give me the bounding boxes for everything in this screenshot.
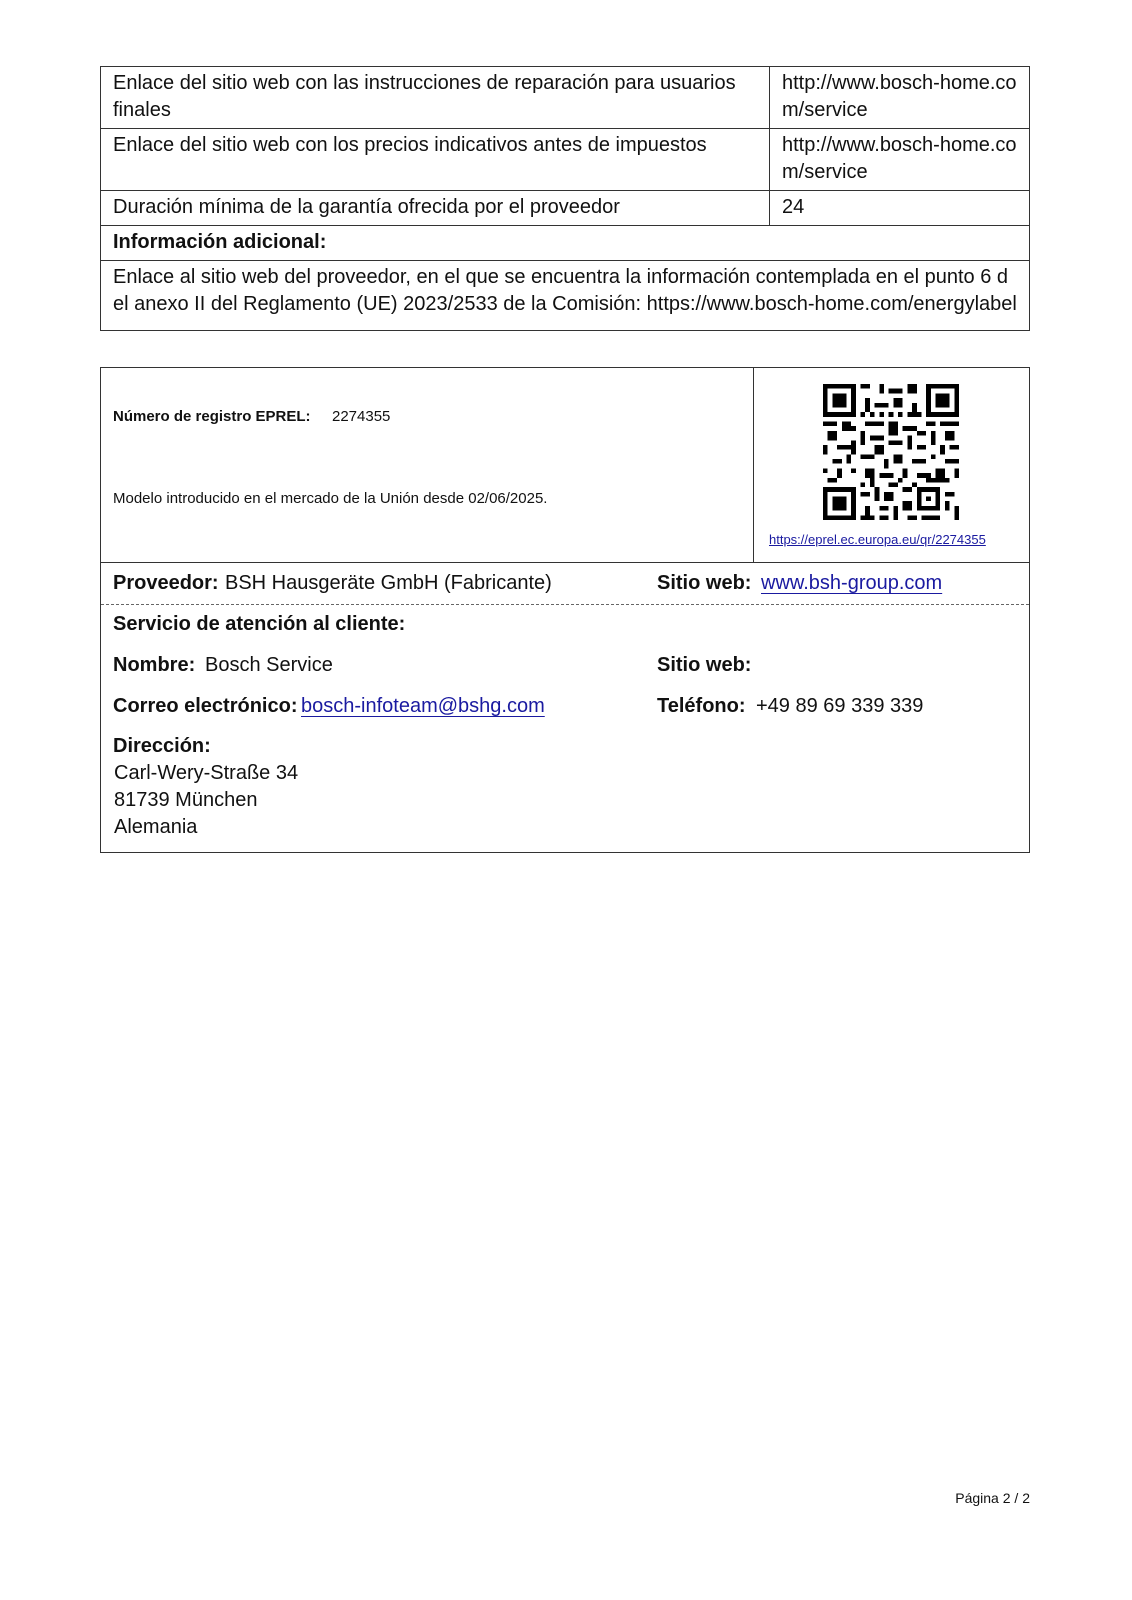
additional-text: Enlace al sitio web del proveedor, en el que se encuentra la información contemplada en el punto 6 del anexo II del Reglamento (UE) 2023/2533 de la Comisión: https://www.bosch-home.com/energylabel <box>113 266 1017 315</box>
qr-code-icon[interactable] <box>823 384 959 520</box>
cs-name-label: Nombre: <box>113 654 196 676</box>
eprel-reg-label: Número de registro EPREL: <box>113 408 311 425</box>
supplier-name: BSH Hausgeräte GmbH (Fabricante) <box>225 572 552 594</box>
cs-address-line2: 81739 München <box>114 789 258 811</box>
supplier-website-link[interactable]: www.bsh-group.com <box>761 572 943 594</box>
page-separator: / <box>1014 1490 1019 1506</box>
row-label: Duración mínima de la garantía ofrecida por el proveedor <box>101 191 770 225</box>
market-date-text: Modelo introducido en el mercado de la Unión desde 02/06/2025. <box>113 490 548 507</box>
supplier-label: Proveedor: <box>113 572 219 594</box>
cs-phone-label: Teléfono: <box>657 695 746 717</box>
page-number <box>955 1490 1030 1506</box>
additional-heading: Información adicional: <box>113 231 327 253</box>
cs-address-line3: Alemania <box>114 816 198 838</box>
cs-address-label: Dirección: <box>113 735 211 757</box>
row-value[interactable]: http://www.bosch-home.com/service <box>782 134 1017 183</box>
row-value: 24 <box>782 196 805 218</box>
eprel-reg-number: 2274355 <box>332 408 391 425</box>
page-current: 2 <box>1002 1490 1011 1506</box>
divider <box>101 562 1029 563</box>
cs-phone: +49 89 69 339 339 <box>756 695 924 717</box>
customer-service-heading: Servicio de atención al cliente: <box>113 613 406 635</box>
cs-address-line1: Carl-Wery-Straße 34 <box>114 762 299 784</box>
dashed-divider <box>101 604 1029 605</box>
product-info-table <box>100 66 1030 331</box>
cs-email-link[interactable]: bosch-infoteam@bshg.com <box>301 695 545 717</box>
cs-email-label: Correo electrónico: <box>113 695 298 717</box>
additional-heading-row <box>101 226 1029 261</box>
row-value[interactable]: http://www.bosch-home.com/service <box>782 72 1017 121</box>
eprel-qr-panel <box>753 368 1029 562</box>
supplier-info-box <box>100 367 1030 853</box>
eprel-info <box>101 368 754 562</box>
cs-name: Bosch Service <box>205 654 333 676</box>
row-label: Enlace del sitio web con las instrucciones de reparación para usuarios finales <box>101 67 770 128</box>
table-row <box>101 129 1029 191</box>
supplier-website-label: Sitio web: <box>657 572 752 594</box>
table-row <box>101 67 1029 129</box>
qr-url-link[interactable]: https://eprel.ec.europa.eu/qr/2274355 <box>769 532 986 547</box>
cs-website-label: Sitio web: <box>657 654 752 676</box>
table-row <box>101 191 1029 226</box>
page-total: 2 <box>1022 1490 1030 1506</box>
additional-text-row <box>101 261 1029 330</box>
row-label: Enlace del sitio web con los precios indicativos antes de impuestos <box>101 129 770 190</box>
page-label: Página <box>955 1490 999 1506</box>
